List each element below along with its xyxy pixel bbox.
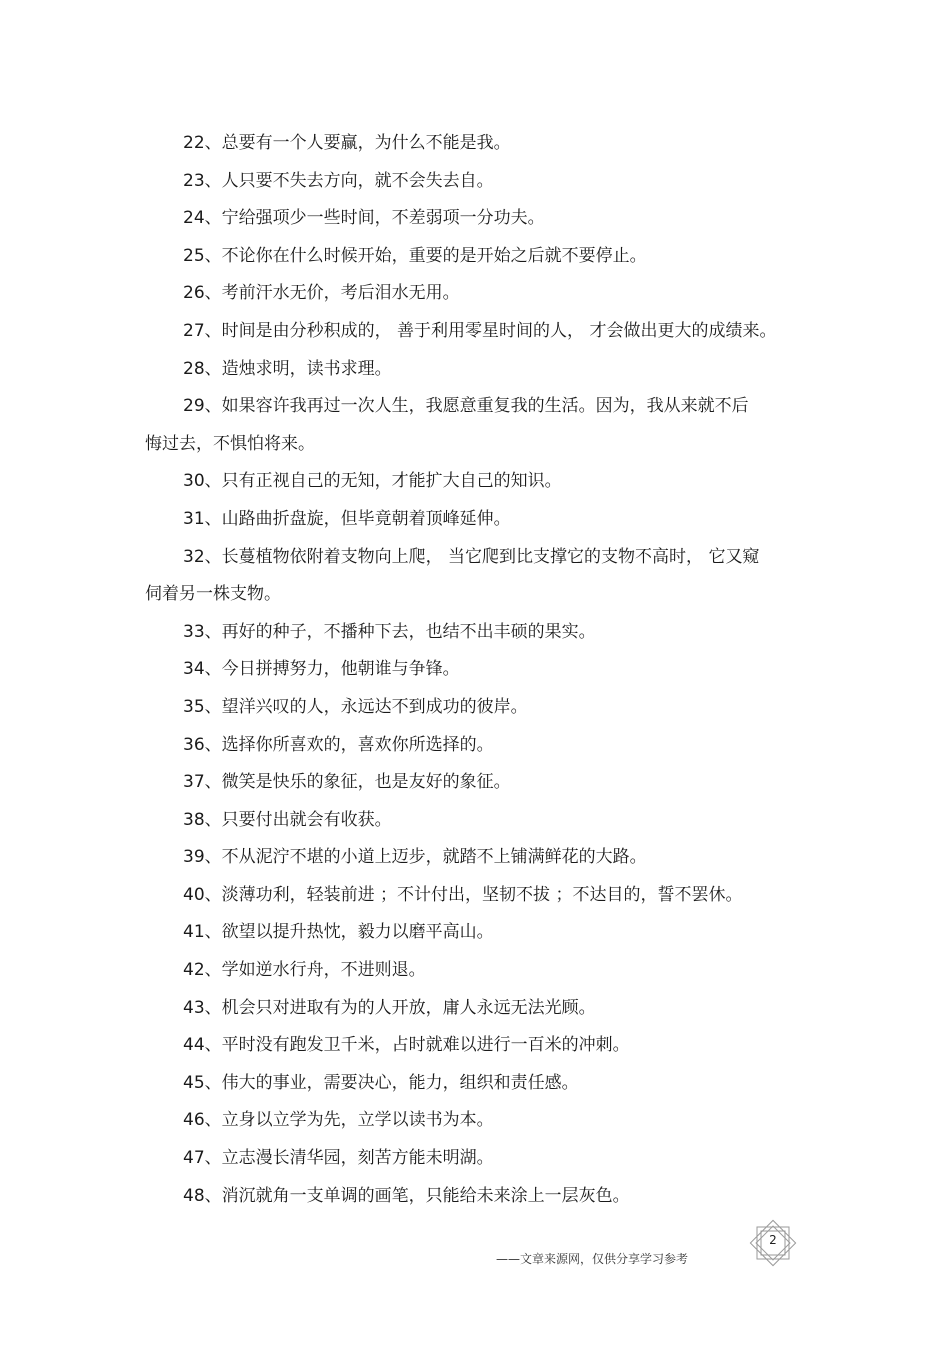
text-line: 23、人只要不失去方向，就不会失去自。 [183, 170, 494, 191]
text-line: 40、淡薄功利，轻装前进 ；不计付出，坚韧不拔 ；不达目的，誓不罢休。 [183, 884, 743, 905]
text-line: 30、只有正视自己的无知，才能扩大自己的知识。 [183, 471, 562, 492]
text-line: 24、宁给强项少一些时间，不差弱项一分功夫。 [183, 208, 545, 229]
text-line: 32、长蔓植物依附着支物向上爬， 当它爬到比支撑它的支物不高时， 它又窥 [183, 546, 760, 567]
text-line: 29、如果容许我再过一次人生，我愿意重复我的生活。因为，我从来就不后 [183, 396, 749, 417]
text-line: 38、只要付出就会有收获。 [183, 809, 392, 830]
text-line: 26、考前汗水无价，考后泪水无用。 [183, 283, 460, 304]
text-line: 31、山路曲折盘旋，但毕竟朝着顶峰延伸。 [183, 508, 511, 529]
text-line: 46、立身以立学为先，立学以读书为本。 [183, 1110, 494, 1131]
body-text [145, 125, 815, 1215]
text-line: 35、望洋兴叹的人，永远达不到成功的彼岸。 [183, 696, 528, 717]
text-line: 22、总要有一个人要赢，为什么不能是我。 [183, 133, 511, 153]
page-number: 2 [769, 1233, 777, 1247]
text-line: 28、造烛求明，读书求理。 [183, 358, 392, 379]
text-line: 36、选择你所喜欢的，喜欢你所选择的。 [183, 734, 494, 755]
text-line: 27、时间是由分秒积成的， 善于利用零星时间的人， 才会做出更大的成绩来。 [183, 320, 777, 341]
text-line: 37、微笑是快乐的象征，也是友好的象征。 [183, 772, 511, 793]
text-line: 42、学如逆水行舟，不进则退。 [183, 960, 426, 981]
footer-note: ——文章来源网，仅供分享学习参考 [496, 1252, 689, 1266]
text-line: 39、不从泥泞不堪的小道上迈步，就踏不上铺满鲜花的大路。 [183, 847, 647, 868]
text-line: 45、伟大的事业，需要决心，能力，组织和责任感。 [183, 1072, 579, 1093]
text-line: 34、今日拼搏努力，他朝谁与争锋。 [183, 659, 460, 680]
text-line: 伺着另一株支物。 [145, 584, 281, 605]
text-line: 25、不论你在什么时候开始，重要的是开始之后就不要停止。 [183, 245, 647, 266]
text-line: 41、欲望以提升热忱，毅力以磨平高山。 [183, 922, 494, 943]
text-line: 33、再好的种子，不播种下去，也结不出丰硕的果实。 [183, 621, 596, 642]
text-line: 48、消沉就角一支单调的画笔，只能给未来涂上一层灰色。 [183, 1185, 630, 1206]
text-line: 44、平时没有跑发卫千米，占时就难以进行一百米的冲刺。 [183, 1035, 630, 1056]
text-line: 47、立志漫长清华园，刻苦方能未明湖。 [183, 1148, 494, 1169]
text-line: 43、机会只对进取有为的人开放，庸人永远无法光顾。 [183, 997, 596, 1018]
text-line: 悔过去，不惧怕将来。 [145, 433, 315, 454]
